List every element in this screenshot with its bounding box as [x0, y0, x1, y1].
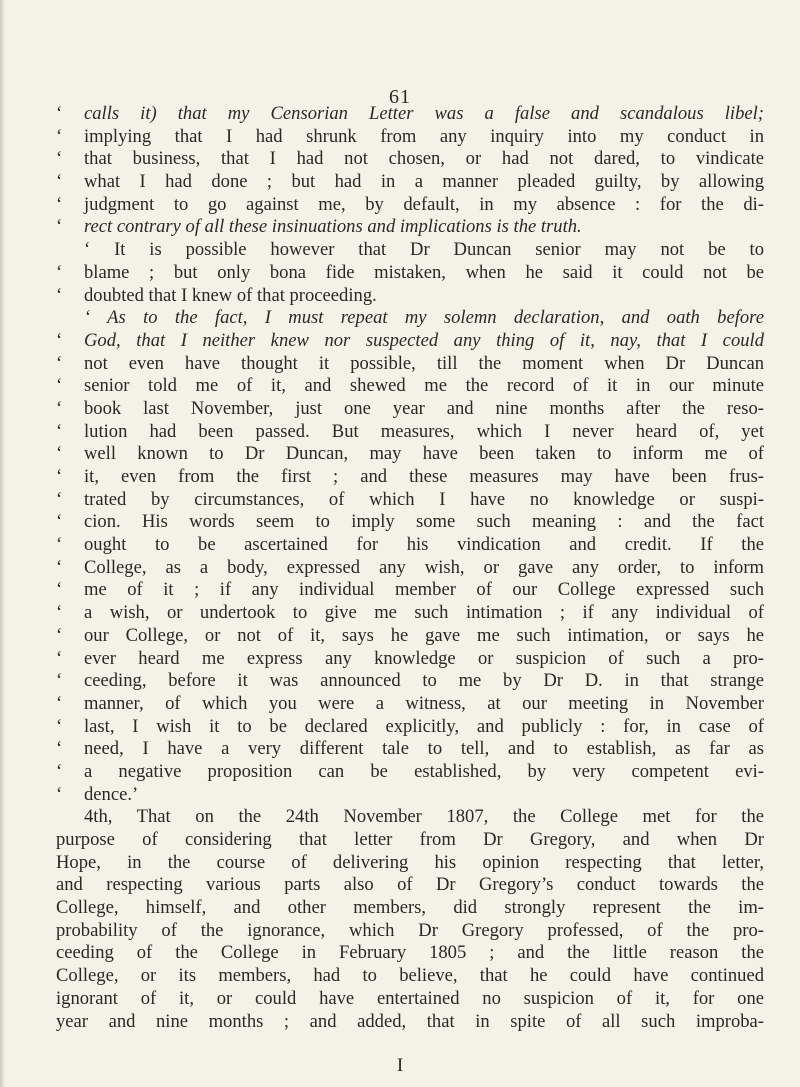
- line-text: Hope, in the course of delivering his opinion respecting that letter,: [56, 851, 764, 873]
- text-line: [56, 398, 764, 421]
- text-line: [56, 239, 764, 262]
- quote-mark: ‘: [56, 261, 63, 283]
- line-text: implying that I had shrunk from any inquiry into my conduct in: [84, 125, 764, 147]
- quote-mark: ‘: [56, 216, 63, 238]
- quote-mark: ‘: [56, 602, 63, 624]
- text-line: [56, 194, 764, 217]
- quote-mark: ‘: [56, 171, 63, 193]
- text-line: [56, 648, 764, 671]
- text-line: [56, 511, 764, 534]
- text-line: [56, 557, 764, 580]
- text-line: [56, 693, 764, 716]
- line-text: doubted that I knew of that proceeding.: [84, 284, 377, 306]
- line-text: lution had been passed. But measures, which I never heard of, yet: [84, 420, 764, 442]
- quote-mark: ‘: [56, 125, 63, 147]
- line-text: calls it) that my Censorian Letter was a false and scandalous libel;: [84, 103, 764, 124]
- line-text: ceeding, before it was announced to me by Dr D. in that strange: [84, 670, 764, 692]
- text-line: [56, 761, 764, 784]
- line-text: 4th, That on the 24th November 1807, the College met for the: [84, 806, 764, 828]
- line-text: ever heard me express any knowledge or suspicion of such a pro-: [84, 647, 764, 669]
- line-text: ceeding of the College in February 1805 ; and the little reason the: [56, 942, 764, 964]
- text-line: [56, 716, 764, 739]
- text-line: [56, 806, 764, 829]
- quote-mark: ‘: [56, 511, 63, 533]
- quote-mark: ‘: [56, 397, 63, 419]
- text-line: [56, 874, 764, 897]
- text-line: [56, 988, 764, 1011]
- line-text: blame ; but only bona fide mistaken, when he said it could not be: [84, 261, 764, 283]
- text-line: [56, 670, 764, 693]
- line-text: College, as a body, expressed any wish, or gave any order, to inform: [84, 556, 764, 578]
- line-text: probability of the ignorance, which Dr Gregory professed, of the pro-: [56, 919, 764, 941]
- text-line: [56, 421, 764, 444]
- quote-mark: ‘: [56, 420, 63, 442]
- line-text: ‘ It is possible however that Dr Duncan senior may not be to: [84, 239, 764, 261]
- text-line: [56, 103, 764, 126]
- text-line: [56, 738, 764, 761]
- line-text: that business, that I had not chosen, or had not dared, to vindicate: [84, 148, 764, 170]
- quote-mark: ‘: [56, 556, 63, 578]
- quote-mark: ‘: [56, 103, 63, 124]
- text-line: [56, 1011, 764, 1034]
- text-line: [56, 920, 764, 943]
- text-line: [56, 965, 764, 988]
- text-line: [56, 353, 764, 376]
- line-text: book last November, just one year and nine months after the reso-: [84, 397, 764, 419]
- page-number: 61: [389, 86, 411, 108]
- line-text: well known to Dr Duncan, may have been taken to inform me of: [84, 443, 764, 465]
- line-text: College, or its members, had to believe, that he could have continued: [56, 965, 764, 987]
- text-line: [56, 784, 764, 807]
- quote-mark: ‘: [56, 329, 63, 351]
- text-line: [56, 262, 764, 285]
- line-text: purpose of considering that letter from Dr Gregory, and when Dr: [56, 829, 764, 850]
- text-line: [56, 897, 764, 920]
- text-line: [56, 625, 764, 648]
- line-text: it, even from the first ; and these measures may have been frus-: [84, 466, 764, 487]
- line-text: trated by circumstances, of which I have no knowledge or suspi-: [84, 488, 764, 510]
- quote-mark: ‘: [56, 624, 63, 646]
- quote-mark: ‘: [56, 670, 63, 692]
- line-text: ought to be ascertained for his vindication and credit. If the: [84, 534, 764, 556]
- signature-mark: I: [396, 1055, 404, 1076]
- quote-mark: ‘: [56, 692, 63, 714]
- text-line: [56, 330, 764, 353]
- quote-mark: ‘: [56, 284, 63, 306]
- line-text: need, I have a very different tale to tell, and to establish, as far as: [84, 738, 764, 760]
- line-text: ‘ As to the fact, I must repeat my solemn declaration, and oath before: [84, 307, 764, 329]
- line-text: judgment to go against me, by default, in my absence : for the di-: [84, 193, 764, 215]
- body-text: [56, 103, 764, 1033]
- quote-mark: ‘: [56, 375, 63, 397]
- text-line: [56, 534, 764, 557]
- line-text: dence.’: [84, 783, 139, 805]
- text-line: [56, 852, 764, 875]
- line-text: College, himself, and other members, did strongly represent the im-: [56, 897, 764, 919]
- line-text: God, that I neither knew nor suspected any thing of it, nay, that I could: [84, 329, 764, 351]
- text-line: [56, 375, 764, 398]
- quote-mark: ‘: [56, 783, 63, 805]
- quote-mark: ‘: [56, 647, 63, 669]
- text-line: [56, 489, 764, 512]
- quote-mark: ‘: [56, 148, 63, 170]
- line-text: manner, of which you were a witness, at our meeting in November: [84, 692, 764, 714]
- line-text: ignorant of it, or could have entertained no suspicion of it, for one: [56, 987, 764, 1009]
- quote-mark: ‘: [56, 352, 63, 374]
- quote-mark: ‘: [56, 760, 63, 782]
- quote-mark: ‘: [56, 579, 63, 601]
- line-text: what I had done ; but had in a manner pleaded guilty, by allowing: [84, 171, 764, 193]
- quote-mark: ‘: [56, 193, 63, 215]
- line-text: a negative proposition can be established, by very competent evi-: [84, 760, 764, 782]
- line-text: not even have thought it possible, till the moment when Dr Duncan: [84, 352, 764, 374]
- quote-mark: ‘: [56, 738, 63, 760]
- line-text: a wish, or undertook to give me such intimation ; if any individual of: [84, 602, 764, 624]
- quote-mark: ‘: [56, 534, 63, 556]
- text-line: [56, 307, 764, 330]
- text-line: [56, 942, 764, 965]
- text-line: [56, 216, 764, 239]
- line-text: our College, or not of it, says he gave me such intimation, or says he: [84, 624, 764, 646]
- line-text: last, I wish it to be declared explicitly, and publicly : for, in case of: [84, 715, 764, 737]
- text-line: [56, 148, 764, 171]
- text-line: [56, 126, 764, 149]
- text-line: [56, 171, 764, 194]
- text-line: [56, 602, 764, 625]
- line-text: year and nine months ; and added, that in spite of all such improba-: [56, 1010, 764, 1032]
- line-text: me of it ; if any individual member of our College expressed such: [84, 579, 764, 601]
- text-line: [56, 466, 764, 489]
- line-text: senior told me of it, and shewed me the record of it in our minute: [84, 375, 764, 397]
- page-edge-shadow: [0, 0, 5, 1087]
- quote-mark: ‘: [56, 466, 63, 487]
- quote-mark: ‘: [56, 715, 63, 737]
- text-line: [56, 443, 764, 466]
- text-line: [56, 579, 764, 602]
- text-line: [56, 829, 764, 852]
- text-line: [56, 285, 764, 308]
- line-text: rect contrary of all these insinuations and implications is the truth.: [84, 216, 582, 238]
- quote-mark: ‘: [56, 488, 63, 510]
- quote-mark: ‘: [56, 443, 63, 465]
- line-text: cion. His words seem to imply some such meaning : and the fact: [84, 511, 764, 533]
- line-text: and respecting various parts also of Dr Gregory’s conduct towards the: [56, 874, 764, 896]
